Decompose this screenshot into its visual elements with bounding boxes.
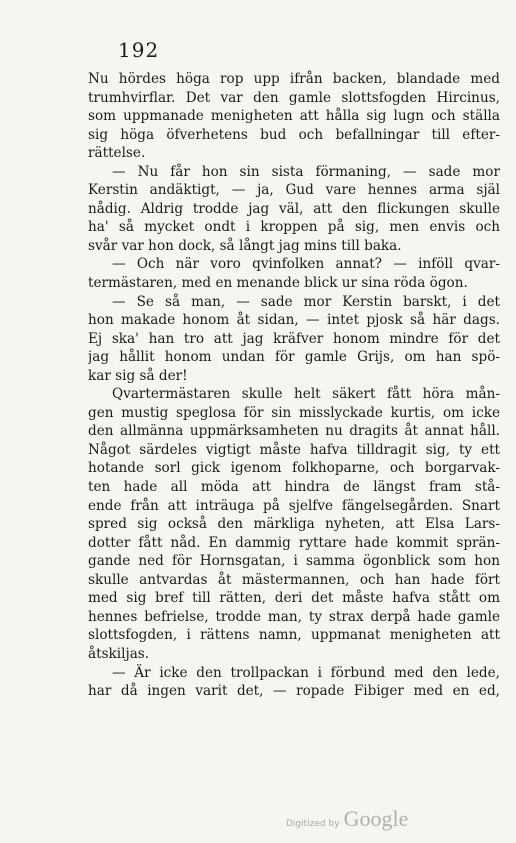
body-text <box>88 70 500 701</box>
text-line: slottsfogden, i rättens namn, uppmanat menigheten att <box>88 627 500 644</box>
text-line: svår var hon dock, så långt jag mins till baka. <box>88 237 402 254</box>
text-line: dotter fått nåd. En dammig ryttare hade kommit sprän- <box>88 534 500 551</box>
text-line: termästaren, med en menande blick ur sina röda ögon. <box>88 275 468 292</box>
text-line: nådig. Aldrig trodde jag väl, att den flickungen skulle <box>88 200 500 217</box>
text-line: hennes befrielse, trodde man, ty strax derpå hade gamle <box>88 608 500 625</box>
text-line: som uppmanade menigheten att hålla sig lugn och ställa <box>88 108 500 125</box>
text-line: ten hade all möda att hindra de längst fram stå- <box>88 479 500 496</box>
text-line: ende från att inträuga på sjelfve fängelsegården. Snart <box>88 497 500 514</box>
text-line: åtskiljas. <box>88 645 150 662</box>
text-line: hon makade honom åt sidan, — intet pjosk så här dags. <box>88 312 500 329</box>
text-line: hotande sorl gick igenom folkhoparne, och borgarvak- <box>88 460 500 477</box>
text-line: Qvartermästaren skulle helt säkert fått höra mån- <box>112 386 500 403</box>
text-line: Kerstin andäktigt, — ja, Gud vare hennes arma själ <box>88 182 500 199</box>
text-line: kar sig så der! <box>88 367 188 384</box>
google-watermark <box>286 806 408 832</box>
text-line: trumhvirflar. Det var den gamle slottsfogden Hircinus, <box>88 89 500 106</box>
text-line: jag hållit honom undan för gamle Grijs, om han spö- <box>88 349 500 366</box>
text-line: — Är icke den trollpackan i förbund med den lede, <box>112 664 500 681</box>
text-line: den allmänna uppmärksamheten nu dragits åt annat håll. <box>88 423 500 440</box>
text-line: Ej ska' han tro att jag kräfver honom mindre för det <box>88 330 500 347</box>
page-number: 192 <box>118 38 160 62</box>
text-line: rättelse. <box>88 145 146 162</box>
text-line: Något särdeles vigtigt måste hafva tilldragit sig, ty ett <box>88 441 500 458</box>
text-line: skulle antvardas åt mästermannen, och han hade fört <box>88 571 500 588</box>
text-line: — Se så man, — sade mor Kerstin barskt, i det <box>112 293 500 310</box>
text-line: har då ingen varit det, — ropade Fibiger med en ed, <box>88 683 500 700</box>
google-logo: Google <box>343 806 409 831</box>
text-line: gen mustig speglosa för sin misslyckade kurtis, om icke <box>88 404 500 421</box>
watermark-prefix: Digitized by <box>286 819 340 829</box>
text-line: gande ned för Hornsgatan, i samma ögonblick som hon <box>88 553 500 570</box>
text-line: — Nu får hon sin sista förmaning, — sade mor <box>112 163 500 180</box>
text-line: Nu hördes höga rop upp ifrån backen, blandade med <box>88 71 500 87</box>
text-line: spred sig också den märkliga nyheten, att Elsa Lars- <box>88 516 500 533</box>
text-line: med sig bref till rätten, deri det måste hafva stått om <box>88 590 500 607</box>
text-line: — Och när voro qvinfolken annat? — inföll qvar- <box>112 256 500 273</box>
text-line: sig höga öfverhetens bud och befallningar till efter- <box>88 126 500 143</box>
text-line: ha' så mycket ondt i kroppen på sig, men envis och <box>88 219 500 236</box>
